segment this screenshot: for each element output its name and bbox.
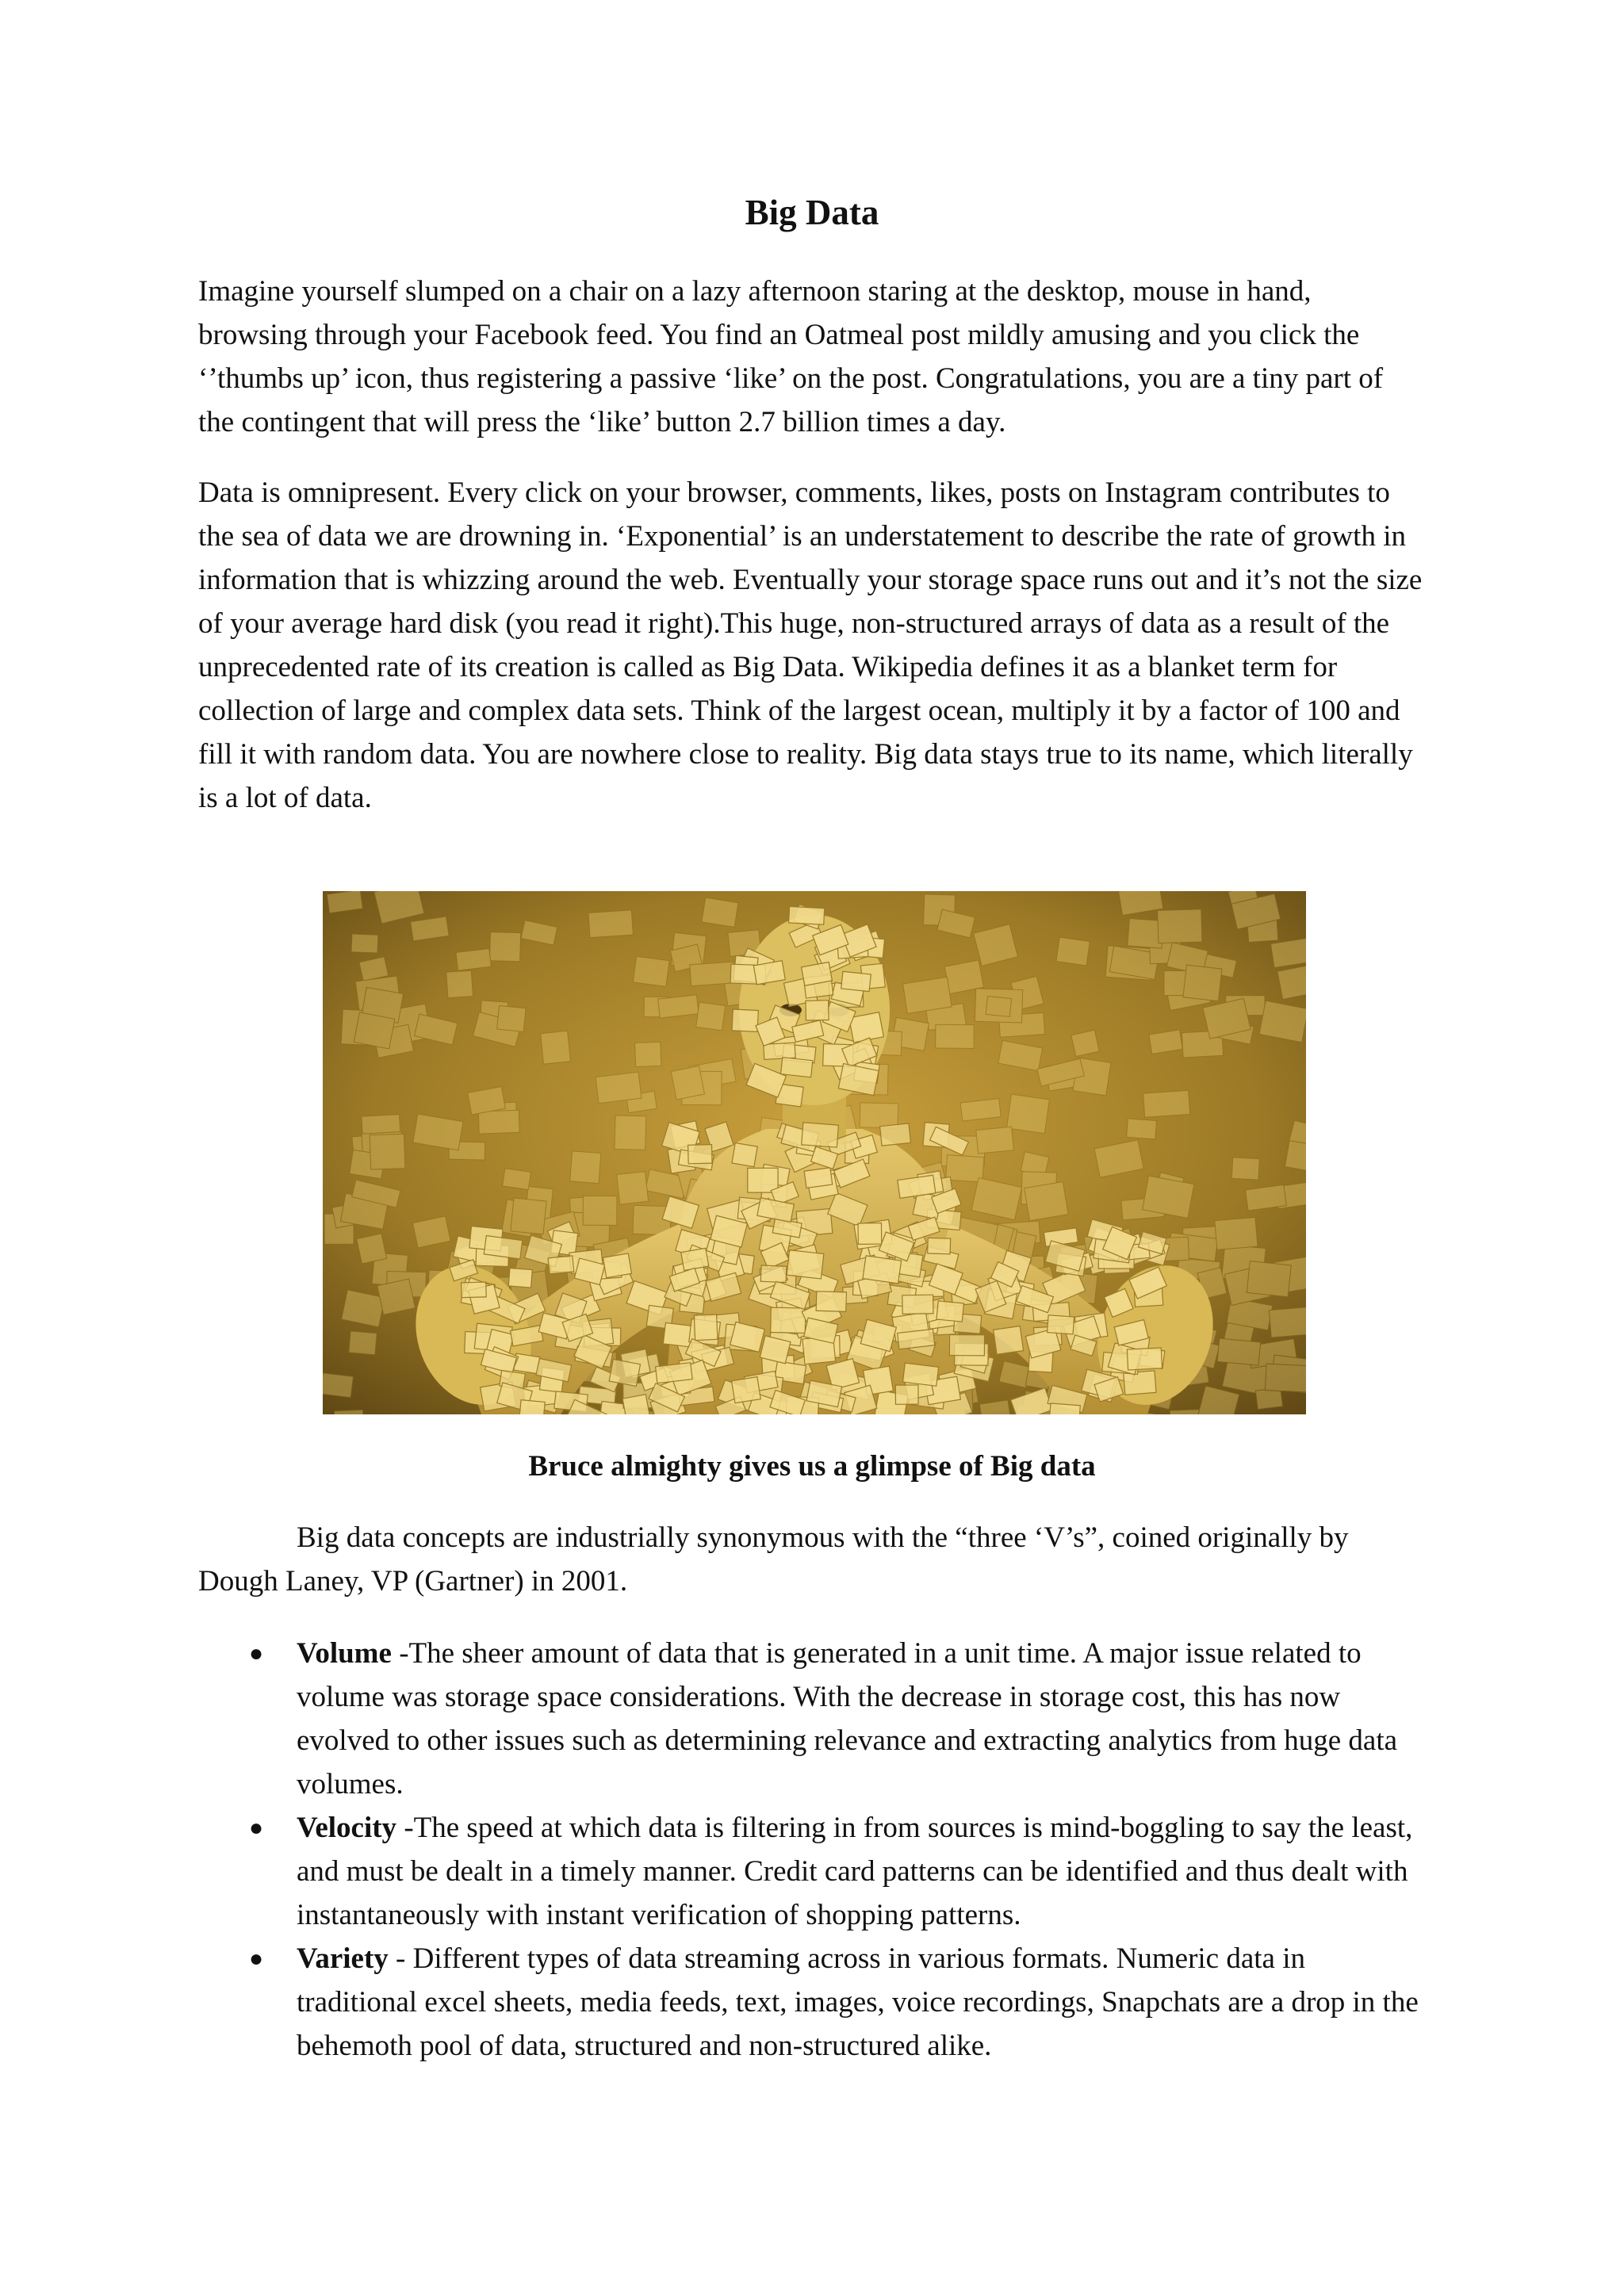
- figure-caption: Bruce almighty gives us a glimpse of Big data: [528, 1450, 1096, 1483]
- bullet-icon: ●: [249, 1640, 264, 1667]
- bullet-icon: ●: [249, 1815, 264, 1841]
- bruce-almighty-photo: [323, 891, 1306, 1414]
- definition-velocity: -The speed at which data is filtering in from sources is mind-boggling to say the least, and must be dealt in a timely manner. Credit card patterns can be identified and thus dealt with instantaneously with instant verification of shopping patterns.: [297, 1812, 1413, 1931]
- three-vs-paragraph: Big data concepts are industrially synonymous with the “three ‘V’s”, coined originally by Dough Laney, VP (Gartner) in 2001.: [198, 1521, 1349, 1598]
- list-item-volume: [198, 1632, 1426, 1806]
- list-item-variety: [198, 1937, 1426, 2068]
- data-omnipresent-paragraph: Data is omnipresent. Every click on your browser, comments, likes, posts on Instagram contributes to the sea of data we are drowning in. ‘Exponential’ is an understatement to describe the rate of growth in information that is whizzing around the web. Eventually your storage space runs out and it’s not the size of your average hard disk (you read it right).This huge, non-structured arrays of data as a result of the unprecedented rate of its creation is called as Big Data. Wikipedia defines it as a blanket term for collection of large and complex data sets. Think of the largest ocean, multiply it by a factor of 100 and fill it with random data. You are nowhere close to reality. Big data stays true to its name, which literally is a lot of data.: [198, 476, 1423, 814]
- term-volume: Volume: [297, 1637, 392, 1670]
- intro-paragraph: Imagine yourself slumped on a chair on a lazy afternoon staring at the desktop, mouse in hand, browsing through your Facebook feed. You find an Oatmeal post mildly amusing and you click the ‘’thumbs up’ icon, thus registering a passive ‘like’ on the post. Congratulations, you are a tiny part of the contingent that will press the ‘like’ button 2.7 billion times a day.: [198, 275, 1384, 438]
- sticky-note-man-illustration: [323, 891, 1306, 1414]
- term-velocity: Velocity: [297, 1812, 397, 1844]
- definition-volume: -The sheer amount of data that is generated in a unit time. A major issue related to volume was storage space considerations. With the decrease in storage cost, this has now evolved to other issues such as determining relevance and extracting analytics from huge data volumes.: [297, 1637, 1398, 1800]
- list-item-velocity: [198, 1806, 1426, 1937]
- bullet-icon: ●: [249, 1946, 264, 1972]
- definition-variety: - Different types of data streaming across in various formats. Numeric data in traditional excel sheets, media feeds, text, images, voice recordings, Snapchats are a drop in the behemoth pool of data, structured and non-structured alike.: [297, 1942, 1419, 2062]
- three-vs-list: [198, 1632, 1426, 2068]
- term-variety: Variety: [297, 1942, 389, 1975]
- page-title: Big Data: [745, 193, 879, 232]
